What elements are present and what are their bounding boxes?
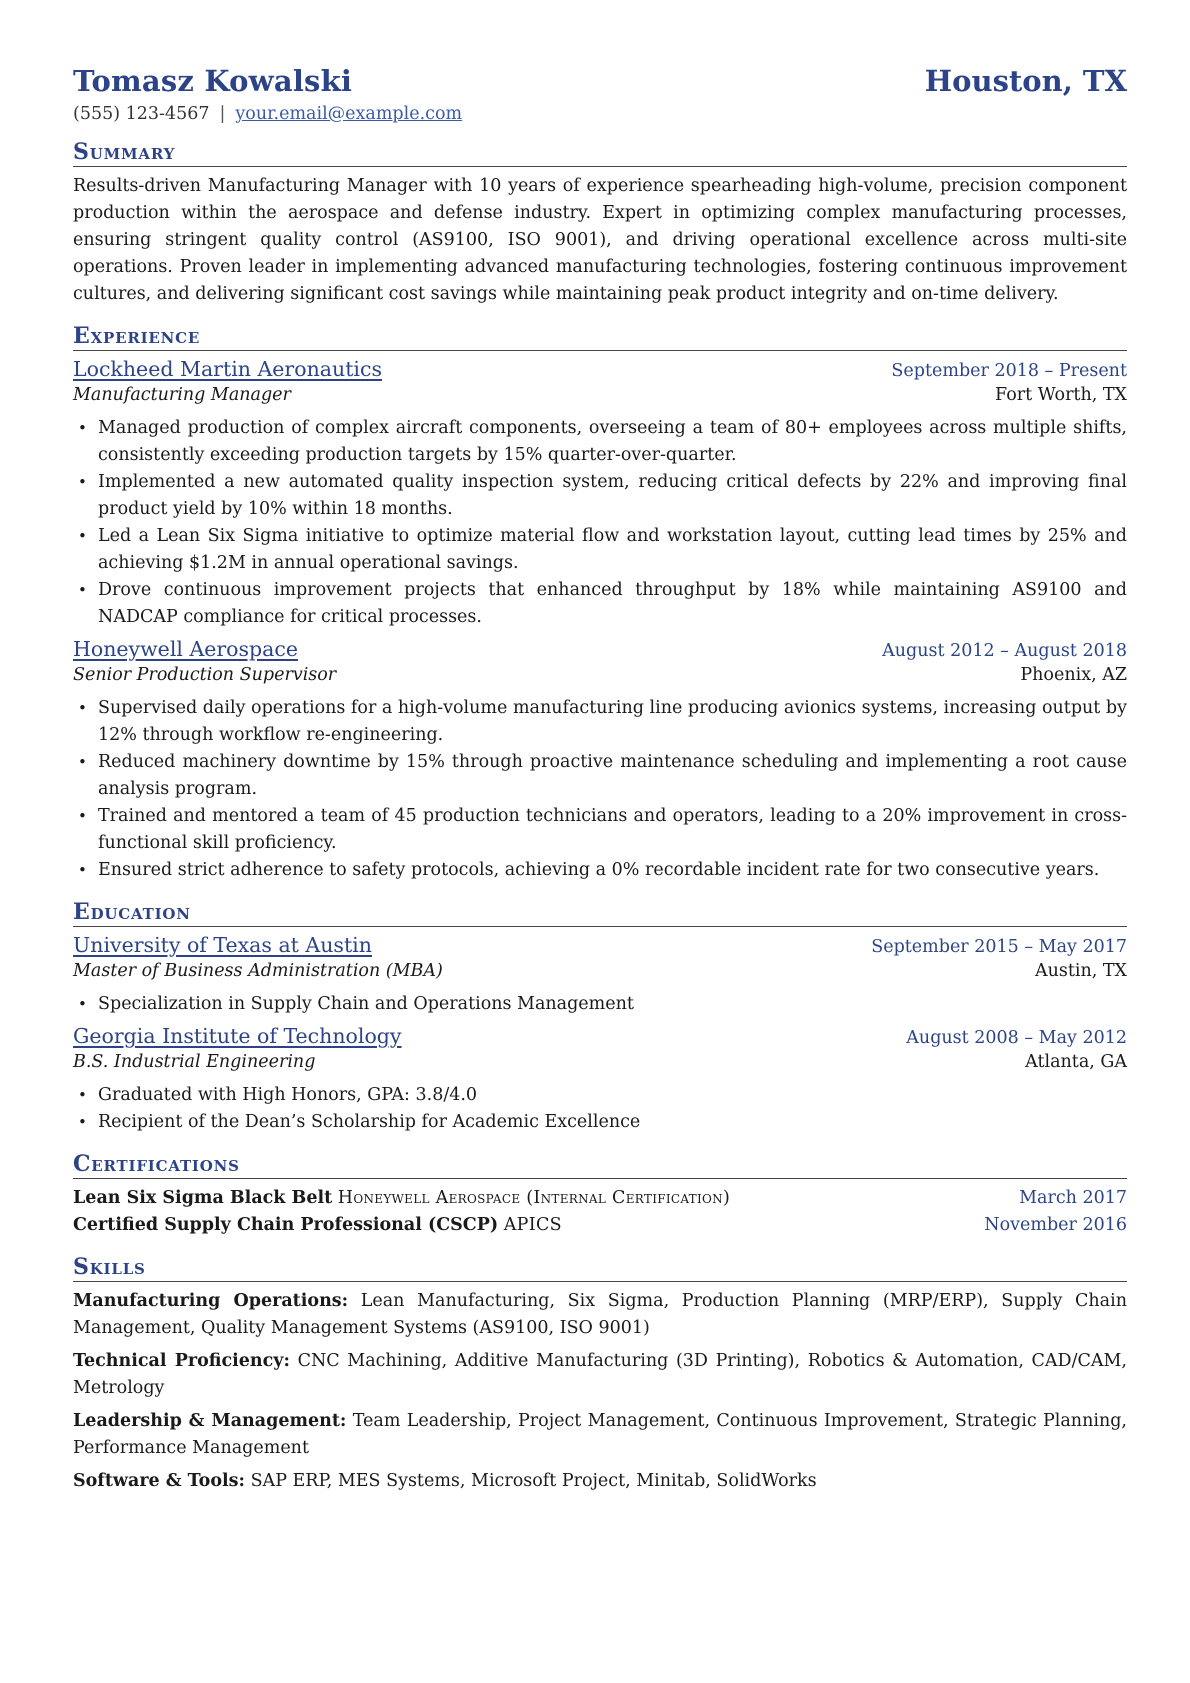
school-location: Atlanta, GA — [1025, 1052, 1127, 1072]
achievement-item: • Supervised daily operations for a high-volume manufacturing line producing avionics systems, increasing output by 12% through workflow re-engineering. — [98, 695, 1127, 749]
achievement-item: • Implemented a new automated quality inspection system, reducing critical defects by 22% and improving final product yield by 10% within 18 months. — [98, 469, 1127, 523]
skill-group — [73, 1288, 1127, 1342]
section-title-summary: Summary — [73, 138, 1127, 167]
school-link[interactable]: University of Texas at Austin — [73, 933, 372, 957]
skill-group — [73, 1348, 1127, 1402]
education-entry — [73, 933, 1127, 1018]
employment-dates: August 2012 – August 2018 — [882, 641, 1127, 661]
certification-list — [73, 1185, 1127, 1239]
certification-date: November 2016 — [984, 1215, 1127, 1235]
skill-label: Leadership & Management: — [73, 1411, 347, 1431]
company-link[interactable]: Lockheed Martin Aeronautics — [73, 357, 382, 381]
certification-item — [73, 1212, 1127, 1239]
education-dates: August 2008 – May 2012 — [906, 1028, 1127, 1048]
candidate-location: Houston, TX — [924, 64, 1127, 98]
candidate-name: Tomasz Kowalski — [73, 64, 353, 98]
resume-header — [73, 64, 1127, 98]
section-title-education: Education — [73, 898, 1127, 927]
job-location: Phoenix, AZ — [1020, 665, 1127, 685]
achievement-item: • Trained and mentored a team of 45 production technicians and operators, leading to a 20% improvement in cross-functional skill proficiency. — [98, 803, 1127, 857]
phone-number: (555) 123-4567 — [73, 104, 210, 124]
contact-separator: | — [219, 104, 226, 124]
education-detail-list — [73, 1082, 1127, 1136]
achievement-item: • Ensured strict adherence to safety protocols, achieving a 0% recordable incident rate for two consecutive years. — [98, 857, 1127, 884]
education-detail-item: • Graduated with High Honors, GPA: 3.8/4.0 — [98, 1082, 1127, 1109]
school-link[interactable]: Georgia Institute of Technology — [73, 1024, 402, 1048]
certification-date: March 2017 — [1019, 1188, 1127, 1208]
certification-issuer: APICS — [503, 1215, 562, 1235]
summary-text: Results-driven Manufacturing Manager with 10 years of experience spearheading high-volume, precision component production within the aerospace and defense industry. Expert in optimizing complex manufacturing processes, ensuring stringent quality control (AS9100, ISO 9001), and driving operational excellence across multi-site operations. Proven leader in implementing advanced manufacturing technologies, fostering continuous improvement cultures, and delivering significant cost savings while maintaining peak product integrity and on-time delivery. — [73, 176, 1127, 304]
skill-values: SAP ERP, MES Systems, Microsoft Project, Minitab, SolidWorks — [250, 1471, 817, 1491]
skill-label: Technical Proficiency: — [73, 1351, 290, 1371]
education-detail-list — [73, 991, 1127, 1018]
experience-entry — [73, 637, 1127, 884]
section-title-certifications: Certifications — [73, 1150, 1127, 1179]
section-title-experience: Experience — [73, 322, 1127, 351]
contact-line — [73, 104, 1127, 124]
education-detail-item: • Recipient of the Dean’s Scholarship for Academic Excellence — [98, 1109, 1127, 1136]
skill-label: Software & Tools: — [73, 1471, 245, 1491]
achievement-item: • Drove continuous improvement projects that enhanced throughput by 18% while maintaining AS9100 and NADCAP compliance for critical processes. — [98, 577, 1127, 631]
job-title: Manufacturing Manager — [73, 385, 291, 405]
job-title: Senior Production Supervisor — [73, 665, 337, 685]
section-title-skills: Skills — [73, 1253, 1127, 1282]
skill-values: CNC Machining, Additive Manufacturing (3D Printing), Robotics & Automation, CAD/CAM, Metrology — [73, 1351, 1127, 1398]
job-location: Fort Worth, TX — [995, 385, 1127, 405]
degree-title: B.S. Industrial Engineering — [73, 1052, 316, 1072]
certification-item — [73, 1185, 1127, 1212]
degree-title: Master of Business Administration (MBA) — [73, 961, 443, 981]
education-detail-item: • Specialization in Supply Chain and Operations Management — [98, 991, 1127, 1018]
skill-values: Team Leadership, Project Management, Continuous Improvement, Strategic Planning, Performance Management — [73, 1411, 1127, 1458]
education-entry — [73, 1024, 1127, 1136]
certification-issuer: Honeywell Aerospace (Internal Certification) — [337, 1188, 731, 1208]
education-dates: September 2015 – May 2017 — [871, 937, 1127, 957]
skill-label: Manufacturing Operations: — [73, 1291, 349, 1311]
email-link[interactable]: your.email@example.com — [235, 104, 463, 124]
achievement-item: • Managed production of complex aircraft components, overseeing a team of 80+ employees across multiple shifts, consistently exceeding production targets by 15% quarter-over-quarter. — [98, 415, 1127, 469]
employment-dates: September 2018 – Present — [891, 361, 1127, 381]
experience-entry — [73, 357, 1127, 631]
certification-name: Lean Six Sigma Black Belt — [73, 1188, 333, 1208]
achievement-list — [73, 415, 1127, 631]
skill-group — [73, 1408, 1127, 1462]
company-link[interactable]: Honeywell Aerospace — [73, 637, 298, 661]
skill-group — [73, 1468, 1127, 1495]
achievement-list — [73, 695, 1127, 884]
school-location: Austin, TX — [1034, 961, 1127, 981]
certification-name: Certified Supply Chain Professional (CSCP) — [73, 1215, 499, 1235]
skill-values: Lean Manufacturing, Six Sigma, Production Planning (MRP/ERP), Supply Chain Management, Quality Management Systems (AS9100, ISO 9001) — [73, 1291, 1127, 1338]
achievement-item: • Reduced machinery downtime by 15% through proactive maintenance scheduling and implementing a root cause analysis program. — [98, 749, 1127, 803]
achievement-item: • Led a Lean Six Sigma initiative to optimize material flow and workstation layout, cutting lead times by 25% and achieving $1.2M in annual operational savings. — [98, 523, 1127, 577]
